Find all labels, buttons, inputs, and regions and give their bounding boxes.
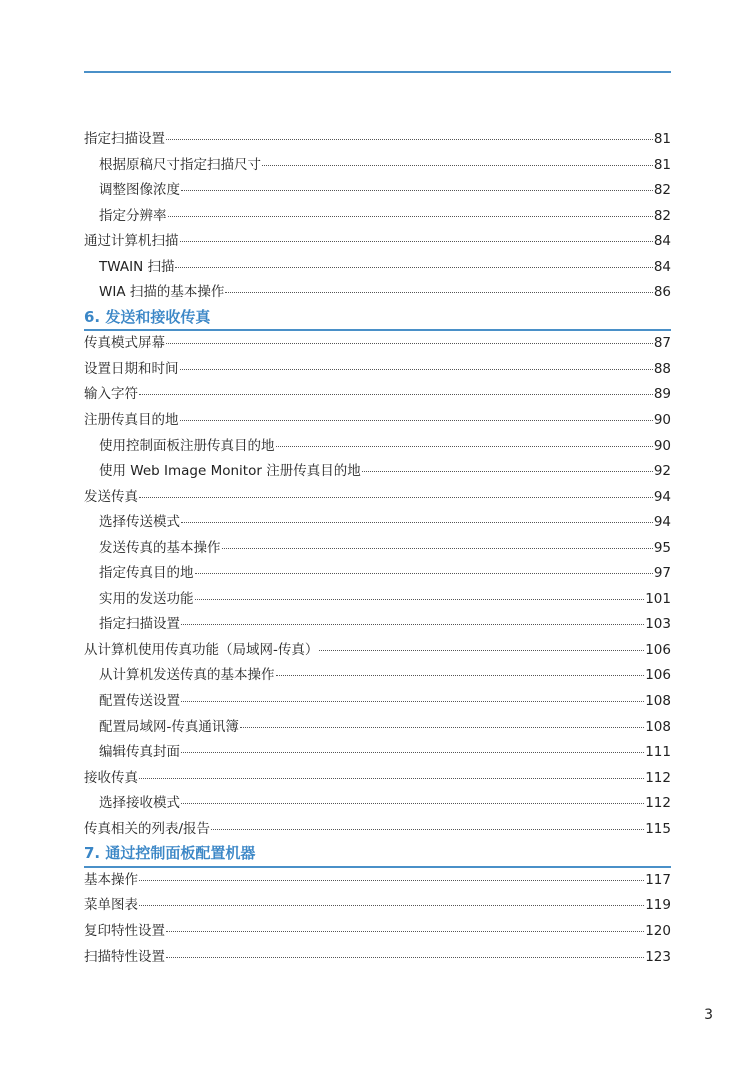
dot-leader	[362, 471, 653, 472]
entry-title: 调整图像浓度	[99, 182, 180, 199]
entry-page-number: 84	[653, 233, 671, 250]
dot-leader	[139, 394, 653, 395]
toc-entry[interactable]	[84, 919, 671, 945]
toc-subentry[interactable]	[84, 715, 671, 741]
dot-leader	[181, 701, 644, 702]
dot-leader	[276, 675, 645, 676]
entry-page-number: 92	[653, 463, 671, 480]
entry-title: 选择接收模式	[99, 795, 180, 812]
entry-title: WIA 扫描的基本操作	[99, 284, 225, 301]
dot-leader	[211, 829, 644, 830]
entry-title: 指定传真目的地	[99, 565, 194, 582]
dot-leader	[180, 241, 653, 242]
toc-subentry[interactable]	[84, 663, 671, 689]
entry-title: 从计算机发送传真的基本操作	[99, 667, 275, 684]
dot-leader	[139, 497, 653, 498]
dot-leader	[139, 778, 644, 779]
entry-title: TWAIN 扫描	[99, 258, 175, 275]
toc-subentry[interactable]	[84, 255, 671, 281]
entry-page-number: 81	[653, 131, 671, 147]
dot-leader	[195, 599, 645, 600]
header-rule	[84, 71, 671, 73]
entry-page-number: 81	[653, 156, 671, 173]
toc-entry[interactable]	[84, 127, 671, 153]
entry-page-number: 101	[645, 590, 671, 607]
entry-title: 指定分辨率	[99, 207, 167, 224]
dot-leader	[139, 880, 644, 881]
entry-title: 配置传送设置	[99, 693, 180, 710]
dot-leader	[222, 548, 653, 549]
entry-page-number: 106	[645, 641, 671, 658]
entry-title: 根据原稿尺寸指定扫描尺寸	[99, 156, 261, 173]
toc-entry[interactable]	[84, 485, 671, 511]
entry-page-number: 112	[645, 769, 671, 786]
entry-title: 输入字符	[84, 386, 138, 403]
entry-title: 菜单图表	[84, 897, 138, 914]
dot-leader	[168, 216, 653, 217]
toc-entry[interactable]	[84, 408, 671, 434]
entry-page-number: 94	[653, 514, 671, 531]
toc-subentry[interactable]	[84, 459, 671, 485]
toc-subentry[interactable]	[84, 689, 671, 715]
dot-leader	[181, 624, 644, 625]
entry-page-number: 95	[653, 539, 671, 556]
entry-title: 使用 Web Image Monitor 注册传真目的地	[99, 463, 361, 480]
page-number: 3	[704, 1007, 713, 1023]
entry-page-number: 88	[653, 360, 671, 377]
toc-subentry[interactable]	[84, 587, 671, 613]
toc-subentry[interactable]	[84, 740, 671, 766]
table-of-contents	[84, 127, 671, 970]
toc-subentry[interactable]	[84, 153, 671, 179]
entry-page-number: 123	[645, 948, 671, 965]
dot-leader	[240, 727, 644, 728]
toc-subentry[interactable]	[84, 510, 671, 536]
toc-entry[interactable]	[84, 229, 671, 255]
dot-leader	[276, 446, 653, 447]
chapter-heading[interactable]: 7. 通过控制面板配置机器	[84, 842, 671, 868]
entry-title: 扫描特性设置	[84, 948, 165, 965]
chapter-heading[interactable]: 6. 发送和接收传真	[84, 306, 671, 332]
dot-leader	[166, 931, 644, 932]
toc-subentry[interactable]	[84, 280, 671, 306]
dot-leader	[262, 165, 653, 166]
dot-leader	[166, 957, 644, 958]
entry-title: 编辑传真封面	[99, 744, 180, 761]
entry-page-number: 103	[645, 616, 671, 633]
entry-title: 传真相关的列表/报告	[84, 820, 211, 837]
entry-page-number: 119	[645, 897, 671, 914]
toc-subentry[interactable]	[84, 536, 671, 562]
dot-leader	[166, 343, 653, 344]
entry-title: 配置局域网-传真通讯簿	[99, 718, 239, 735]
entry-title: 从计算机使用传真功能（局域网-传真）	[84, 641, 319, 658]
entry-page-number: 97	[653, 565, 671, 582]
toc-entry[interactable]	[84, 638, 671, 664]
entry-title: 发送传真的基本操作	[99, 539, 221, 556]
entry-title: 注册传真目的地	[84, 412, 179, 429]
toc-entry[interactable]	[84, 945, 671, 971]
entry-title: 选择传送模式	[99, 514, 180, 531]
dot-leader	[181, 752, 644, 753]
entry-page-number: 108	[645, 718, 671, 735]
entry-page-number: 117	[645, 871, 671, 888]
dot-leader	[225, 292, 652, 293]
entry-page-number: 84	[653, 258, 671, 275]
entry-page-number: 90	[653, 437, 671, 454]
entry-title: 通过计算机扫描	[84, 233, 179, 250]
entry-title: 基本操作	[84, 871, 138, 888]
entry-title: 接收传真	[84, 769, 138, 786]
toc-entry[interactable]	[84, 357, 671, 383]
toc-subentry[interactable]	[84, 204, 671, 230]
entry-page-number: 112	[645, 795, 671, 812]
entry-page-number: 94	[653, 488, 671, 505]
dot-leader	[181, 522, 653, 523]
entry-page-number: 89	[653, 386, 671, 403]
toc-entry[interactable]	[84, 382, 671, 408]
dot-leader	[166, 139, 653, 140]
dot-leader	[181, 190, 653, 191]
entry-page-number: 106	[645, 667, 671, 684]
toc-subentry[interactable]	[84, 791, 671, 817]
entry-title: 传真模式屏幕	[84, 335, 165, 352]
dot-leader	[139, 905, 644, 906]
entry-title: 实用的发送功能	[99, 590, 194, 607]
entry-page-number: 90	[653, 412, 671, 429]
toc-entry[interactable]	[84, 893, 671, 919]
toc-entry[interactable]	[84, 817, 671, 843]
entry-page-number: 120	[645, 922, 671, 939]
entry-page-number: 115	[645, 820, 671, 837]
entry-title: 发送传真	[84, 488, 138, 505]
entry-page-number: 82	[653, 182, 671, 199]
entry-title: 指定扫描设置	[84, 131, 165, 147]
toc-subentry[interactable]	[84, 561, 671, 587]
dot-leader	[319, 650, 644, 651]
entry-title: 复印特性设置	[84, 922, 165, 939]
entry-title: 使用控制面板注册传真目的地	[99, 437, 275, 454]
dot-leader	[181, 803, 644, 804]
entry-page-number: 82	[653, 207, 671, 224]
toc-entry[interactable]	[84, 331, 671, 357]
dot-leader	[180, 369, 653, 370]
dot-leader	[180, 420, 653, 421]
entry-page-number: 111	[645, 744, 671, 761]
toc-subentry[interactable]	[84, 178, 671, 204]
toc-entry[interactable]	[84, 766, 671, 792]
toc-subentry[interactable]	[84, 434, 671, 460]
entry-page-number: 108	[645, 693, 671, 710]
dot-leader	[175, 267, 652, 268]
toc-entry[interactable]	[84, 868, 671, 894]
entry-page-number: 86	[653, 284, 671, 301]
dot-leader	[195, 573, 653, 574]
entry-title: 指定扫描设置	[99, 616, 180, 633]
entry-page-number: 87	[653, 335, 671, 352]
entry-title: 设置日期和时间	[84, 360, 179, 377]
toc-subentry[interactable]	[84, 612, 671, 638]
